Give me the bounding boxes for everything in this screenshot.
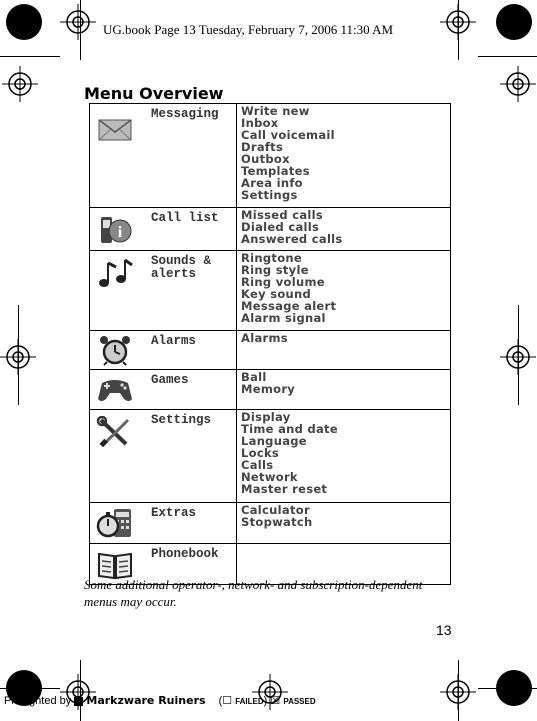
music-notes-icon xyxy=(96,257,134,289)
submenu-item: Alarms xyxy=(241,331,288,345)
menu-cell-submenu xyxy=(237,503,451,544)
preflight-footer xyxy=(4,694,316,707)
submenu-item: Network xyxy=(241,470,298,484)
menu-cell-main xyxy=(90,208,237,251)
menu-cell-submenu xyxy=(237,410,451,503)
submenu-item: Missed calls xyxy=(241,208,324,222)
menu-cell-main xyxy=(90,370,237,410)
paren-close: ) xyxy=(263,695,268,707)
menu-cell-submenu xyxy=(237,104,451,208)
menu-row-messaging xyxy=(90,104,451,208)
svg-text:i: i xyxy=(117,224,123,241)
submenu-item: Alarm signal xyxy=(241,311,326,325)
submenu-item: Dialed calls xyxy=(241,220,320,234)
menu-cell-main xyxy=(90,331,237,370)
gamepad-icon xyxy=(96,373,134,405)
call-list-icon xyxy=(96,214,134,246)
menu-name: Alarms xyxy=(151,334,197,348)
submenu-item: Answered calls xyxy=(241,232,343,246)
submenu-item: Memory xyxy=(241,382,296,396)
submenu-item: Ringtone xyxy=(241,251,303,265)
menu-row-games xyxy=(90,370,451,410)
menu-name: Call list xyxy=(151,211,219,225)
submenu-list xyxy=(241,209,450,245)
fail-checkbox-icon: (☐ xyxy=(218,695,233,707)
menu-name: Games xyxy=(151,373,189,387)
submenu-item: Drafts xyxy=(241,140,284,154)
submenu-item: Ring style xyxy=(241,263,309,277)
tools-icon xyxy=(96,416,134,448)
submenu-item: Stopwatch xyxy=(241,515,313,529)
page-title: Menu Overview xyxy=(84,84,224,103)
submenu-item: Key sound xyxy=(241,287,312,301)
submenu-item: Calculator xyxy=(241,503,310,517)
alarm-clock-icon xyxy=(96,334,134,366)
crop-line xyxy=(0,56,60,57)
menu-cell-submenu xyxy=(237,331,451,370)
preflighted-label: Preflighted by xyxy=(4,695,72,707)
submenu-item: Write new xyxy=(241,104,310,118)
menu-cell-submenu xyxy=(237,251,451,331)
submenu-list xyxy=(241,252,450,324)
submenu-item: Time and date xyxy=(241,422,338,436)
crop-line xyxy=(18,305,19,405)
menu-row-extras xyxy=(90,503,451,544)
pass-label: PASSED xyxy=(283,697,316,706)
menu-row-sounds-alerts xyxy=(90,251,451,331)
envelope-icon xyxy=(96,112,134,144)
submenu-item: Inbox xyxy=(241,116,279,130)
menu-cell-main xyxy=(90,503,237,544)
crop-line xyxy=(458,660,459,721)
crop-line xyxy=(458,0,459,60)
menu-row-alarms xyxy=(90,331,451,370)
crop-line xyxy=(478,688,537,689)
menu-row-call-list xyxy=(90,208,451,251)
stopwatch-calculator-icon xyxy=(96,507,134,539)
crop-line xyxy=(518,305,519,405)
menu-row-settings xyxy=(90,410,451,503)
brand-name: Markzware Ruiners xyxy=(86,694,206,707)
submenu-item: Master reset xyxy=(241,482,328,496)
registration-mark-icon xyxy=(2,66,38,102)
submenu-item: Message alert xyxy=(241,299,337,313)
menu-name: Extras xyxy=(151,506,197,520)
menu-cell-submenu xyxy=(237,370,451,410)
submenu-item: Templates xyxy=(241,164,310,178)
crop-line xyxy=(0,688,60,689)
corner-dot-top-right xyxy=(496,4,532,40)
submenu-item: Settings xyxy=(241,188,298,202)
registration-mark-icon xyxy=(60,4,96,40)
submenu-list xyxy=(241,332,450,344)
fail-label: FAILED xyxy=(235,697,264,706)
submenu-list xyxy=(241,371,450,395)
page-number: 13 xyxy=(436,622,452,638)
menu-name: Sounds & alerts xyxy=(151,254,212,281)
menu-cell-main xyxy=(90,410,237,503)
submenu-item: Ring volume xyxy=(241,275,325,289)
pass-checkbox-icon: ☒ xyxy=(270,695,281,707)
submenu-item: Calls xyxy=(241,458,274,472)
menu-name: Settings xyxy=(151,413,212,427)
crop-line xyxy=(80,0,81,60)
menu-cell-main xyxy=(90,251,237,331)
submenu-list xyxy=(241,411,450,495)
menu-name: Messaging xyxy=(151,107,219,121)
crop-line xyxy=(478,56,537,57)
submenu-item: Locks xyxy=(241,446,280,460)
corner-dot-top-left xyxy=(6,4,42,40)
submenu-list xyxy=(241,105,450,201)
menu-name: Phonebook xyxy=(151,547,219,561)
registration-mark-icon xyxy=(500,66,536,102)
menu-cell-submenu xyxy=(237,208,451,251)
submenu-item: Language xyxy=(241,434,307,448)
brand-logo-icon xyxy=(74,697,83,706)
print-header: UG.book Page 13 Tuesday, February 7, 2006 11:30 AM xyxy=(103,22,394,37)
submenu-item: Call voicemail xyxy=(241,128,335,142)
footnote: Some additional operator-, network- and subscription-dependent menus may occur. xyxy=(84,577,423,609)
submenu-item: Ball xyxy=(241,370,267,384)
submenu-item: Area info xyxy=(241,176,303,190)
menu-overview-table xyxy=(89,103,451,585)
menu-cell-main xyxy=(90,104,237,208)
submenu-item: Display xyxy=(241,410,291,424)
submenu-list xyxy=(241,504,450,528)
submenu-item: Outbox xyxy=(241,152,290,166)
crop-line xyxy=(80,660,81,721)
